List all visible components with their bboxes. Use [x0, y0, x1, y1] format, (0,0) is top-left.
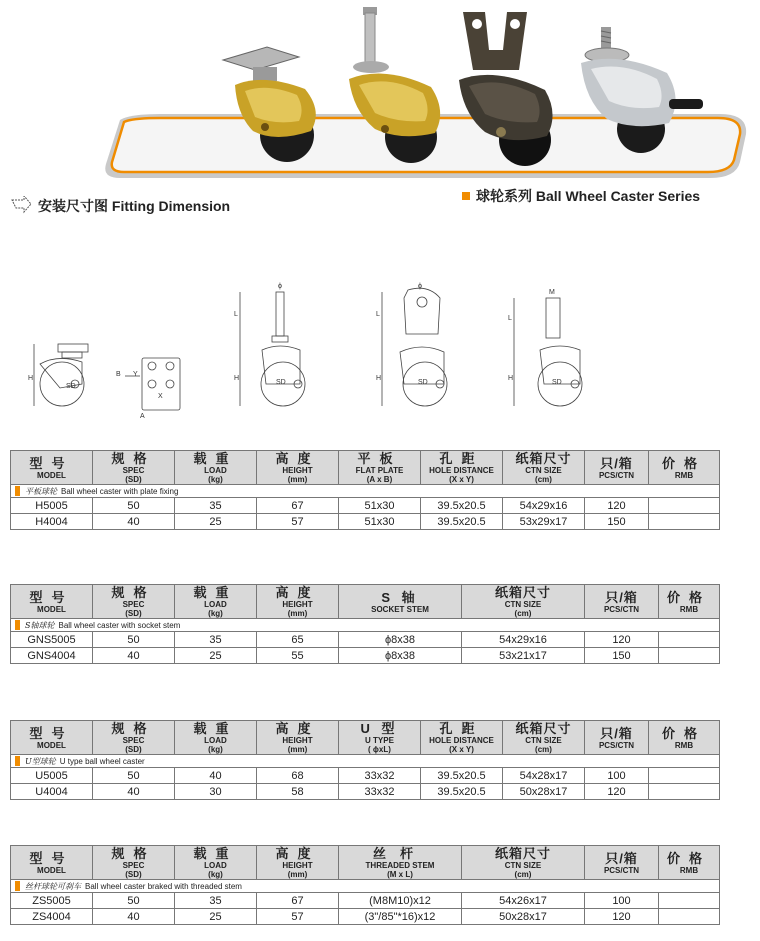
table-cell: 120 — [585, 784, 649, 800]
price-cell — [659, 893, 720, 909]
table-row — [11, 648, 720, 664]
header-hole-distance: 孔距 HOLE DISTANCE (X x Y) — [421, 451, 503, 485]
table-header — [11, 721, 720, 755]
subtitle-en: Ball wheel caster with plate fixing — [61, 486, 179, 496]
table-row — [11, 893, 720, 909]
dim-y: Y — [133, 371, 138, 378]
table-subtitle — [11, 619, 720, 632]
header-spec: 规格 SPEC (SD) — [93, 451, 175, 485]
header-spec: 规格 SPEC (SD) — [93, 846, 175, 880]
table-cell: 39.5x20.5 — [421, 514, 503, 530]
table-cell: 67 — [257, 498, 339, 514]
dim-sd-3: SD — [418, 379, 428, 386]
header-ctn-size: 纸箱尺寸 CTN SIZE (cm) — [503, 721, 585, 755]
header-load: 载重 LOAD (kg) — [175, 846, 257, 880]
table-socket-stem — [10, 584, 720, 664]
table-cell: 67 — [257, 893, 339, 909]
caster-stem-gold-image — [345, 5, 455, 165]
header-spec: 规格 SPEC (SD) — [93, 721, 175, 755]
table-cell: 54x29x16 — [462, 632, 585, 648]
table-cell: (3"/85"*16)x12 — [339, 909, 462, 925]
table-row — [11, 909, 720, 925]
subtitle-marker — [15, 881, 20, 891]
table-cell: 100 — [585, 893, 659, 909]
header-spec: 规格 SPEC (SD) — [93, 585, 175, 619]
header-ctn-size: 纸箱尺寸 CTN SIZE (cm) — [462, 585, 585, 619]
header-hole-distance: 孔距 HOLE DISTANCE (X x Y) — [421, 721, 503, 755]
table-cell: 25 — [175, 514, 257, 530]
table-cell: 35 — [175, 498, 257, 514]
table-subtitle — [11, 755, 720, 768]
subtitle-en: Ball wheel caster braked with threaded stem — [85, 881, 242, 891]
table-cell: 40 — [93, 514, 175, 530]
subtitle-zh: U型球轮 — [25, 756, 56, 766]
table-cell: 40 — [175, 768, 257, 784]
header-load: 载重 LOAD (kg) — [175, 585, 257, 619]
caster-threaded-chrome-image — [575, 25, 710, 155]
header-socket-stem: S 轴 SOCKET STEM — [339, 585, 462, 619]
dim-h-3: H — [376, 375, 382, 382]
table-cell: 53x21x17 — [462, 648, 585, 664]
header-threaded-stem: 丝杆 THREADED STEM (M x L) — [339, 846, 462, 880]
header-pcs-ctn: 只/箱 PCS/CTN — [585, 721, 649, 755]
subtitle-en: Ball wheel caster with socket stem — [58, 620, 181, 630]
table-cell: 50 — [93, 632, 175, 648]
table-u-type — [10, 720, 720, 800]
table-cell: U4004 — [11, 784, 93, 800]
table-header — [11, 585, 720, 619]
subtitle-marker — [15, 486, 20, 496]
table-cell: 50x28x17 — [462, 909, 585, 925]
dim-l-3: L — [376, 311, 380, 318]
table-cell: 150 — [585, 648, 659, 664]
caster-u-bronze-image — [455, 10, 565, 170]
dim-x: X — [158, 393, 163, 400]
header-height: 高度 HEIGHT (mm) — [257, 721, 339, 755]
subtitle-marker — [15, 756, 20, 766]
fitting-drawings — [0, 280, 760, 430]
table-cell: 58 — [257, 784, 339, 800]
table-cell — [11, 619, 720, 632]
subtitle-marker — [15, 620, 20, 630]
table-row — [11, 514, 720, 530]
subtitle-zh: 丝杆球轮可刹车 — [25, 881, 81, 891]
header-height: 高度 HEIGHT (mm) — [257, 451, 339, 485]
price-cell — [649, 514, 720, 530]
table-subtitle — [11, 880, 720, 893]
fitting-dimension-text: 安装尺寸图 Fitting Dimension — [38, 198, 231, 214]
fitting-dimension-heading — [10, 196, 230, 216]
table-row — [11, 498, 720, 514]
table-cell: 35 — [175, 893, 257, 909]
table-cell: 25 — [175, 909, 257, 925]
table-cell: 40 — [93, 909, 175, 925]
table-cell: 54x28x17 — [503, 768, 585, 784]
table-cell: H4004 — [11, 514, 93, 530]
table-cell: ϕ8x38 — [339, 632, 462, 648]
table-cell: 120 — [585, 632, 659, 648]
table-header — [11, 451, 720, 485]
series-marker — [462, 192, 470, 200]
subtitle-zh: 平板球轮 — [25, 486, 57, 496]
dim-h-1: H — [28, 375, 34, 382]
table-cell: 50 — [93, 893, 175, 909]
header-height: 高度 HEIGHT (mm) — [257, 846, 339, 880]
dim-l-2: L — [234, 311, 238, 318]
drawing-stem-caster — [240, 292, 305, 406]
header-ctn-size: 纸箱尺寸 CTN SIZE (cm) — [503, 451, 585, 485]
header-u-type: U 型 U TYPE ( ϕxL) — [339, 721, 421, 755]
dim-phi-2: ϕ — [278, 283, 282, 290]
table-cell: 39.5x20.5 — [421, 498, 503, 514]
table-header — [11, 846, 720, 880]
table-row — [11, 632, 720, 648]
table-cell: 54x29x16 — [503, 498, 585, 514]
dim-sd-1: SD — [66, 383, 76, 390]
header-price: 价格 RMB — [649, 451, 720, 485]
dim-sd-2: SD — [276, 379, 286, 386]
price-cell — [649, 784, 720, 800]
header-model: 型号 MODEL — [11, 846, 93, 880]
table-cell: 55 — [257, 648, 339, 664]
price-cell — [649, 768, 720, 784]
header-flat-plate: 平板 FLAT PLATE (A x B) — [339, 451, 421, 485]
table-row — [11, 784, 720, 800]
header-pcs-ctn: 只/箱 PCS/CTN — [585, 451, 649, 485]
table-cell: ZS5005 — [11, 893, 93, 909]
table-cell: 39.5x20.5 — [421, 768, 503, 784]
dim-sd-4: SD — [552, 379, 562, 386]
subtitle-zh: S轴球轮 — [25, 620, 55, 630]
table-cell: 120 — [585, 909, 659, 925]
table-cell: H5005 — [11, 498, 93, 514]
table-cell: 57 — [257, 909, 339, 925]
table-cell: 33x32 — [339, 784, 421, 800]
table-plate-fixing — [10, 450, 720, 530]
table-cell: 54x26x17 — [462, 893, 585, 909]
header-price: 价格 RMB — [649, 721, 720, 755]
drawing-threaded-caster — [514, 298, 582, 406]
table-cell: 40 — [93, 648, 175, 664]
caster-plate-gold-image — [215, 45, 335, 165]
dim-h-4: H — [508, 375, 514, 382]
header-model: 型号 MODEL — [11, 721, 93, 755]
table-cell: 65 — [257, 632, 339, 648]
table-cell: GNS5005 — [11, 632, 93, 648]
header-model: 型号 MODEL — [11, 585, 93, 619]
dim-h-2: H — [234, 375, 240, 382]
dim-m-4: M — [549, 289, 555, 296]
table-cell — [11, 880, 720, 893]
header-model: 型号 MODEL — [11, 451, 93, 485]
drawing-plate-caster — [34, 344, 180, 410]
pointer-arrow-icon — [10, 196, 32, 214]
header-price: 价格 RMB — [659, 585, 720, 619]
table-cell: 51x30 — [339, 498, 421, 514]
price-cell — [649, 498, 720, 514]
header-price: 价格 RMB — [659, 846, 720, 880]
table-cell: 40 — [93, 784, 175, 800]
table-row — [11, 768, 720, 784]
header-ctn-size: 纸箱尺寸 CTN SIZE (cm) — [462, 846, 585, 880]
table-cell: 50x28x17 — [503, 784, 585, 800]
table-cell: ZS4004 — [11, 909, 93, 925]
header-pcs-ctn: 只/箱 PCS/CTN — [585, 846, 659, 880]
table-cell: 68 — [257, 768, 339, 784]
table-cell: 33x32 — [339, 768, 421, 784]
table-cell: 100 — [585, 768, 649, 784]
table-cell: 120 — [585, 498, 649, 514]
table-cell: 25 — [175, 648, 257, 664]
price-cell — [659, 632, 720, 648]
series-title-text: 球轮系列 Ball Wheel Caster Series — [476, 188, 701, 204]
table-cell: 150 — [585, 514, 649, 530]
table-cell: U5005 — [11, 768, 93, 784]
price-cell — [659, 909, 720, 925]
header-load: 载重 LOAD (kg) — [175, 721, 257, 755]
header-load: 载重 LOAD (kg) — [175, 451, 257, 485]
table-threaded-stem — [10, 845, 720, 925]
series-title — [462, 186, 700, 206]
table-cell: (M8M10)x12 — [339, 893, 462, 909]
dim-l-4: L — [508, 315, 512, 322]
table-cell — [11, 485, 720, 498]
table-cell: ϕ8x38 — [339, 648, 462, 664]
table-subtitle — [11, 485, 720, 498]
table-cell: 57 — [257, 514, 339, 530]
dim-b: B — [116, 371, 121, 378]
drawing-u-caster — [382, 288, 447, 406]
table-cell: GNS4004 — [11, 648, 93, 664]
dim-a: A — [140, 413, 145, 420]
price-cell — [659, 648, 720, 664]
table-cell: 39.5x20.5 — [421, 784, 503, 800]
header-pcs-ctn: 只/箱 PCS/CTN — [585, 585, 659, 619]
table-cell — [11, 755, 720, 768]
table-cell: 50 — [93, 498, 175, 514]
table-cell: 53x29x17 — [503, 514, 585, 530]
table-cell: 51x30 — [339, 514, 421, 530]
header-height: 高度 HEIGHT (mm) — [257, 585, 339, 619]
table-cell: 30 — [175, 784, 257, 800]
subtitle-en: U type ball wheel caster — [59, 756, 145, 766]
dim-phi-3: ϕ — [418, 283, 422, 290]
table-cell: 50 — [93, 768, 175, 784]
table-cell: 35 — [175, 632, 257, 648]
